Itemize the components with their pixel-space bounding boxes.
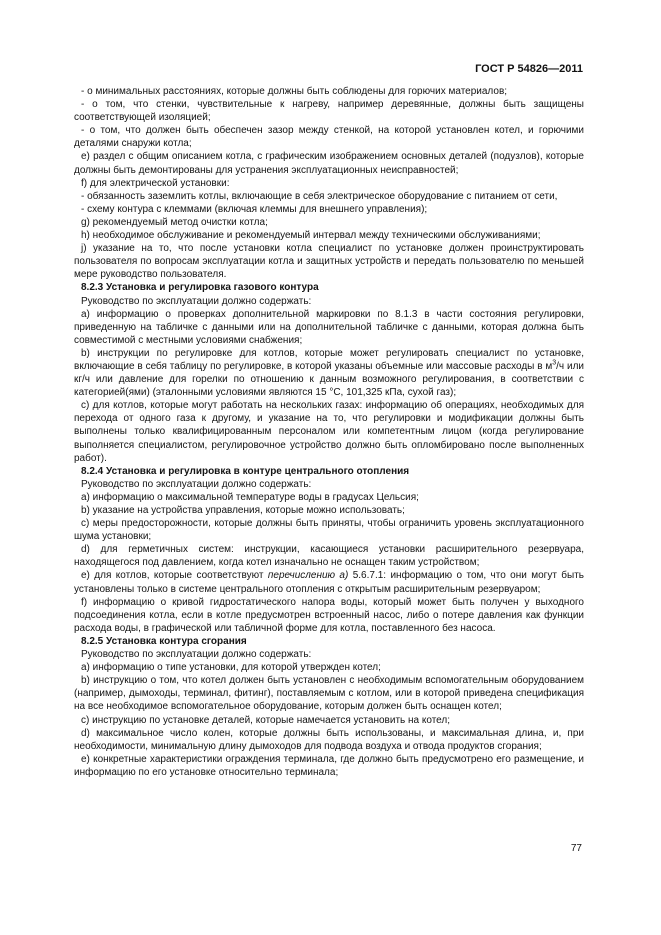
list-item: c) меры предосторожности, которые должны быть приняты, чтобы ограничить уровень эксплуатационного шума установки; [74,518,584,543]
list-item: е) раздел с общим описанием котла, с графическим изображением основных деталей (подузлов), которые должны быть демонтированы для устранения эксплуатационных неисправностей; [74,151,584,176]
paragraph: Руководство по эксплуатации должно содержать: [81,478,312,490]
list-item: g) рекомендуемый метод очистки котла; [81,216,268,228]
list-item: c) инструкцию по установке деталей, которые намечается установить на котел; [81,714,451,726]
list-item: d) максимальное число колен, которые должны быть использованы, и максимальная длина, и, при необходимости, минимальную длину дымоходов для подвода воздуха и отвода продуктов сгорания; [74,727,584,752]
list-item: - схему контура с клеммами (включая клеммы для внешнего управления); [81,203,428,215]
list-item [74,347,584,399]
standard-header: ГОСТ Р 54826—2011 [475,63,583,75]
list-item: c) для котлов, которые могут работать на нескольких газах: информацию об операциях, необходимых для перехода от одного газа к другому, и указание на то, что регулировки и модификации должны быть выполнены только квалифицированным персоналом или компетентным лицом (когда регулирование выполняется специалистом, регулировочное устройство должно быть опломбировано после выполненных работ). [74,400,584,464]
list-item: а) информацию о проверках дополнительной маркировки по 8.1.3 в части состояния регулировки, приведенную на табличке с данными или на дополнительной табличке с данными, которая должна быть совместимой с местными условиями снабжения; [74,308,584,346]
section-heading: 8.2.5 Установка контура сгорания [81,635,247,647]
text-run: 5.6.7.1: информацию о том, что они могут быть установлены только в системе центрального отопления с открытым расширительным резервуаром; [74,570,584,595]
list-item: - о минимальных расстояниях, которые должны быть соблюдены для горючих материалов; [81,86,508,97]
list-item: а) информацию о максимальной температуре воды в градусах Цельсия; [81,491,419,503]
text-run: /ч или кг/ч или давление для горелки по отношению к данным возможного регулирования, в соответствии с категорией(ями) (эталонными условиями являются 15 °С, 101,325 кПа, сухой газ); [74,360,585,399]
section-heading: 8.2.4 Установка и регулировка в контуре центрального отопления [81,465,410,477]
list-item [74,569,584,595]
list-item: f) информацию о кривой гидростатического напора воды, который может быть получен у выходного подсоединения котла, если в котле предусмотрен встроенный насос, либо о потере давления как функции расхода воды, в графической или табличной форме для котла, поставленного без насоса. [74,596,584,634]
text-run: b) инструкции по регулировке для котлов, которые может регулировать специалист по установке, включающие в себя таблицу по регулировке, в которой указаны объемные или массовые расходы в м [74,347,584,372]
list-item: j) указание на то, что после установки котла специалист по установке должен проинструктировать пользователя по вопросам эксплуатации котла и защитных устройств и передать пользователю по меньшей мере руководство пользователя. [74,243,584,281]
list-item: - о том, что должен быть обеспечен зазор между стенкой, на которой установлен котел, и горючими деталями снаружи котла; [74,125,584,150]
list-item: d) для герметичных систем: инструкции, касающиеся установки расширительного резервуара, находящегося под давлением, когда котел изначально не оснащен таким устройством; [74,544,584,569]
list-item: b) указание на устройства управления, которые можно использовать; [81,505,405,516]
list-item: f) для электрической установки: [81,177,230,189]
paragraph: Руководство по эксплуатации должно содержать: [81,649,312,661]
document-body [74,85,584,779]
list-item: е) конкретные характеристики ограждения терминала, где должно быть предусмотрено его размещение, и информацию по его установке относительно терминала; [74,753,584,778]
section-heading: 8.2.3 Установка и регулировка газового контура [81,282,319,294]
paragraph: Руководство по эксплуатации должно содержать: [81,295,312,307]
list-item: а) информацию о типе установки, для которой утвержден котел; [81,662,381,674]
superscript: 3 [552,359,557,367]
italic-reference: перечислению а) [267,570,349,582]
list-item: - обязанность заземлить котлы, включающие в себя электрическое оборудование с питанием от сети, [81,190,558,202]
page-number: 77 [570,843,582,854]
list-item: b) инструкцию о том, что котел должен быть установлен с необходимым вспомогательным оборудованием (например, дымоходы, терминал, фитинг), поставляемым с котлом, или в которой приведена спецификация на все необходимое вспомогательное оборудование, которым должен быть оснащен котел; [74,675,584,713]
list-item: - о том, что стенки, чувствительные к нагреву, например деревянные, должны быть защищены соответствующей изоляцией; [74,99,584,124]
list-item: h) необходимое обслуживание и рекомендуемый интервал между техническими обслуживаниями; [81,230,541,242]
text-run: е) для котлов, которые соответствуют [81,570,268,582]
